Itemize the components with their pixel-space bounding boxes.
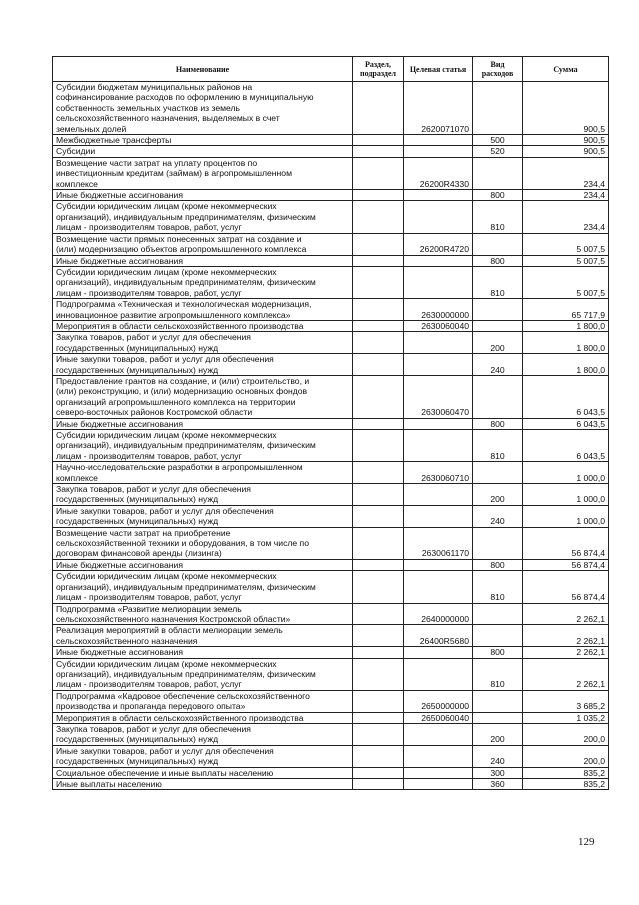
cell-kind xyxy=(473,603,523,625)
cell-sum: 835,2 xyxy=(523,779,609,790)
cell-target xyxy=(404,190,473,201)
cell-kind: 810 xyxy=(473,201,523,233)
cell-kind: 810 xyxy=(473,571,523,603)
cell-sum: 3 685,2 xyxy=(523,690,609,712)
cell-sum: 234,4 xyxy=(523,201,609,233)
cell-target xyxy=(404,135,473,146)
cell-kind xyxy=(473,375,523,418)
cell-name: Субсидии юридическим лицам (кроме некоммерческих организаций), индивидуальным предпринимателям, физическим лицам - производителям товаров, работ, услуг xyxy=(53,266,353,298)
cell-sum: 56 874,4 xyxy=(523,527,609,559)
table-row xyxy=(53,82,609,135)
cell-section xyxy=(353,201,404,233)
cell-section xyxy=(353,354,404,376)
table-row xyxy=(53,255,609,266)
cell-kind xyxy=(473,462,523,484)
cell-kind: 200 xyxy=(473,723,523,745)
cell-sum: 1 000,0 xyxy=(523,462,609,484)
cell-section xyxy=(353,559,404,570)
cell-target: 2630060710 xyxy=(404,462,473,484)
cell-sum: 2 262,1 xyxy=(523,625,609,647)
cell-target xyxy=(404,658,473,690)
cell-kind xyxy=(473,625,523,647)
cell-target xyxy=(404,484,473,506)
table-row xyxy=(53,625,609,647)
cell-name: Реализация мероприятий в области мелиорации земель сельскохозяйственного назначения xyxy=(53,625,353,647)
cell-sum: 835,2 xyxy=(523,767,609,778)
table-row xyxy=(53,559,609,570)
cell-kind xyxy=(473,320,523,331)
cell-sum: 900,5 xyxy=(523,82,609,135)
header-target: Целевая статья xyxy=(404,57,473,82)
cell-kind xyxy=(473,712,523,723)
table-row xyxy=(53,201,609,233)
cell-target xyxy=(404,505,473,527)
cell-sum: 65 717,9 xyxy=(523,299,609,321)
cell-target xyxy=(404,201,473,233)
cell-kind: 800 xyxy=(473,418,523,429)
cell-sum: 2 262,1 xyxy=(523,647,609,658)
cell-section xyxy=(353,647,404,658)
cell-target: 26400R5680 xyxy=(404,625,473,647)
cell-sum: 234,4 xyxy=(523,157,609,189)
cell-target xyxy=(404,266,473,298)
cell-name: Закупка товаров, работ и услуг для обеспечения государственных (муниципальных) нужд xyxy=(53,332,353,354)
cell-kind xyxy=(473,299,523,321)
cell-section xyxy=(353,266,404,298)
cell-target xyxy=(404,332,473,354)
cell-kind: 800 xyxy=(473,190,523,201)
cell-name: Социальное обеспечение и иные выплаты населению xyxy=(53,767,353,778)
cell-target: 2640000000 xyxy=(404,603,473,625)
cell-section xyxy=(353,779,404,790)
cell-name: Субсидии юридическим лицам (кроме некоммерческих организаций), индивидуальным предпринимателям, физическим лицам - производителям товаров, работ, услуг xyxy=(53,658,353,690)
cell-name: Закупка товаров, работ и услуг для обеспечения государственных (муниципальных) нужд xyxy=(53,484,353,506)
cell-sum: 1 800,0 xyxy=(523,354,609,376)
cell-kind xyxy=(473,527,523,559)
table-row xyxy=(53,603,609,625)
table-row xyxy=(53,375,609,418)
cell-name: Субсидии юридическим лицам (кроме некоммерческих организаций), индивидуальным предпринимателям, физическим лицам - производителям товаров, работ, услуг xyxy=(53,571,353,603)
cell-target xyxy=(404,354,473,376)
cell-sum: 5 007,5 xyxy=(523,233,609,255)
table-row xyxy=(53,723,609,745)
cell-sum: 5 007,5 xyxy=(523,255,609,266)
cell-name: Иные бюджетные ассигнования xyxy=(53,190,353,201)
header-sum: Сумма xyxy=(523,57,609,82)
cell-sum: 6 043,5 xyxy=(523,430,609,462)
cell-target xyxy=(404,779,473,790)
table-row xyxy=(53,157,609,189)
cell-sum: 6 043,5 xyxy=(523,418,609,429)
cell-section xyxy=(353,571,404,603)
cell-section xyxy=(353,233,404,255)
header-kind: Вид расходов xyxy=(473,57,523,82)
cell-kind xyxy=(473,233,523,255)
cell-name: Субсидии юридическим лицам (кроме некоммерческих организаций), индивидуальным предпринимателям, физическим лицам - производителям товаров, работ, услуг xyxy=(53,201,353,233)
cell-name: Возмещение части прямых понесенных затрат на создание и (или) модернизацию объектов агропромышленного комплекса xyxy=(53,233,353,255)
cell-name: Субсидии xyxy=(53,146,353,157)
cell-sum: 56 874,4 xyxy=(523,559,609,570)
cell-name: Закупка товаров, работ и услуг для обеспечения государственных (муниципальных) нужд xyxy=(53,723,353,745)
cell-target xyxy=(404,745,473,767)
cell-name: Иные закупки товаров, работ и услуг для обеспечения государственных (муниципальных) нужд xyxy=(53,354,353,376)
table-row xyxy=(53,647,609,658)
cell-name: Подпрограмма «Кадровое обеспечение сельскохозяйственного производства и пропаганда передового опыта» xyxy=(53,690,353,712)
cell-target xyxy=(404,559,473,570)
header-section: Раздел, подраздел xyxy=(353,57,404,82)
header-name: Наименование xyxy=(53,57,353,82)
cell-section xyxy=(353,723,404,745)
cell-section xyxy=(353,255,404,266)
cell-kind: 240 xyxy=(473,505,523,527)
cell-sum: 6 043,5 xyxy=(523,375,609,418)
table-row xyxy=(53,266,609,298)
table-row xyxy=(53,320,609,331)
cell-name: Научно-исследовательские разработки в агропромышленном комплексе xyxy=(53,462,353,484)
table-body xyxy=(53,82,609,790)
table-row xyxy=(53,332,609,354)
cell-sum: 1 035,2 xyxy=(523,712,609,723)
table-row xyxy=(53,571,609,603)
cell-name: Иные бюджетные ассигнования xyxy=(53,559,353,570)
cell-target xyxy=(404,767,473,778)
cell-sum: 234,4 xyxy=(523,190,609,201)
cell-name: Мероприятия в области сельскохозяйственного производства xyxy=(53,712,353,723)
cell-section xyxy=(353,375,404,418)
cell-section xyxy=(353,505,404,527)
table-row xyxy=(53,190,609,201)
cell-section xyxy=(353,135,404,146)
cell-kind: 800 xyxy=(473,559,523,570)
cell-sum: 1 800,0 xyxy=(523,332,609,354)
cell-kind xyxy=(473,690,523,712)
cell-target xyxy=(404,647,473,658)
budget-table xyxy=(52,56,609,790)
cell-name: Подпрограмма «Техническая и технологическая модернизация, инновационное развитие агропромышленного комплекса» xyxy=(53,299,353,321)
cell-sum: 2 262,1 xyxy=(523,658,609,690)
cell-section xyxy=(353,625,404,647)
cell-section xyxy=(353,146,404,157)
cell-name: Мероприятия в области сельскохозяйственного производства xyxy=(53,320,353,331)
cell-section xyxy=(353,745,404,767)
cell-sum: 5 007,5 xyxy=(523,266,609,298)
cell-name: Возмещение части затрат на уплату процентов по инвестиционным кредитам (займам) в агропромышленном комплексе xyxy=(53,157,353,189)
cell-kind: 200 xyxy=(473,332,523,354)
table-row xyxy=(53,146,609,157)
table-row xyxy=(53,135,609,146)
table-row xyxy=(53,767,609,778)
cell-name: Иные бюджетные ассигнования xyxy=(53,418,353,429)
cell-target: 2630060470 xyxy=(404,375,473,418)
cell-name: Субсидии бюджетам муниципальных районов на софинансирование расходов по оформлению в муниципальную собственность земельных участков из земель сельскохозяйственного назначения, выделяемых в счет земельных долей xyxy=(53,82,353,135)
cell-target: 2630060040 xyxy=(404,320,473,331)
cell-target: 2630000000 xyxy=(404,299,473,321)
cell-sum: 1 000,0 xyxy=(523,484,609,506)
cell-section xyxy=(353,462,404,484)
table-row xyxy=(53,418,609,429)
cell-section xyxy=(353,299,404,321)
table-row xyxy=(53,779,609,790)
cell-section xyxy=(353,658,404,690)
cell-section xyxy=(353,484,404,506)
cell-name: Предоставление грантов на создание, и (или) строительство, и (или) реконструкцию, и (или) модернизацию основных фондов организаций агропромышленного комплекса на территории северо-восточных районов Костромской области xyxy=(53,375,353,418)
page-number: 129 xyxy=(578,836,595,848)
table-row xyxy=(53,233,609,255)
cell-section xyxy=(353,82,404,135)
cell-section xyxy=(353,320,404,331)
table-row xyxy=(53,658,609,690)
cell-name: Иные закупки товаров, работ и услуг для обеспечения государственных (муниципальных) нужд xyxy=(53,505,353,527)
cell-target xyxy=(404,430,473,462)
cell-name: Иные выплаты населению xyxy=(53,779,353,790)
cell-section xyxy=(353,690,404,712)
cell-name: Подпрограмма «Развитие мелиорации земель сельскохозяйственного назначения Костромской области» xyxy=(53,603,353,625)
cell-section xyxy=(353,190,404,201)
cell-kind: 810 xyxy=(473,658,523,690)
cell-kind: 800 xyxy=(473,255,523,266)
cell-kind: 520 xyxy=(473,146,523,157)
cell-sum: 900,5 xyxy=(523,146,609,157)
cell-kind: 240 xyxy=(473,354,523,376)
cell-sum: 200,0 xyxy=(523,745,609,767)
cell-name: Иные бюджетные ассигнования xyxy=(53,647,353,658)
cell-sum: 900,5 xyxy=(523,135,609,146)
cell-sum: 2 262,1 xyxy=(523,603,609,625)
cell-section xyxy=(353,527,404,559)
cell-section xyxy=(353,418,404,429)
cell-kind: 240 xyxy=(473,745,523,767)
cell-kind: 800 xyxy=(473,647,523,658)
cell-name: Субсидии юридическим лицам (кроме некоммерческих организаций), индивидуальным предпринимателям, физическим лицам - производителям товаров, работ, услуг xyxy=(53,430,353,462)
cell-target: 2650000000 xyxy=(404,690,473,712)
cell-target xyxy=(404,146,473,157)
cell-kind: 300 xyxy=(473,767,523,778)
cell-target: 26200R4330 xyxy=(404,157,473,189)
cell-section xyxy=(353,712,404,723)
table-row xyxy=(53,505,609,527)
table-row xyxy=(53,527,609,559)
cell-kind xyxy=(473,82,523,135)
cell-section xyxy=(353,767,404,778)
cell-section xyxy=(353,430,404,462)
cell-name: Возмещение части затрат на приобретение сельскохозяйственной техники и оборудования, в том числе по договорам финансовой аренды (лизинга) xyxy=(53,527,353,559)
cell-sum: 1 800,0 xyxy=(523,320,609,331)
table-row xyxy=(53,712,609,723)
cell-sum: 1 000,0 xyxy=(523,505,609,527)
cell-name: Иные закупки товаров, работ и услуг для обеспечения государственных (муниципальных) нужд xyxy=(53,745,353,767)
cell-target xyxy=(404,418,473,429)
cell-kind: 810 xyxy=(473,430,523,462)
table-row xyxy=(53,354,609,376)
cell-target: 26200R4720 xyxy=(404,233,473,255)
cell-section xyxy=(353,332,404,354)
cell-section xyxy=(353,603,404,625)
cell-kind: 360 xyxy=(473,779,523,790)
table-row xyxy=(53,299,609,321)
cell-name: Иные бюджетные ассигнования xyxy=(53,255,353,266)
cell-target xyxy=(404,571,473,603)
cell-target xyxy=(404,255,473,266)
table-row xyxy=(53,745,609,767)
cell-sum: 200,0 xyxy=(523,723,609,745)
cell-kind xyxy=(473,157,523,189)
cell-kind: 200 xyxy=(473,484,523,506)
cell-target: 2630061170 xyxy=(404,527,473,559)
table-row xyxy=(53,690,609,712)
cell-sum: 56 874,4 xyxy=(523,571,609,603)
cell-target: 2620071070 xyxy=(404,82,473,135)
table-header-row xyxy=(53,57,609,82)
cell-target: 2650060040 xyxy=(404,712,473,723)
table-row xyxy=(53,430,609,462)
cell-kind: 500 xyxy=(473,135,523,146)
table-row xyxy=(53,462,609,484)
cell-name: Межбюджетные трансферты xyxy=(53,135,353,146)
cell-section xyxy=(353,157,404,189)
cell-target xyxy=(404,723,473,745)
table-row xyxy=(53,484,609,506)
cell-kind: 810 xyxy=(473,266,523,298)
